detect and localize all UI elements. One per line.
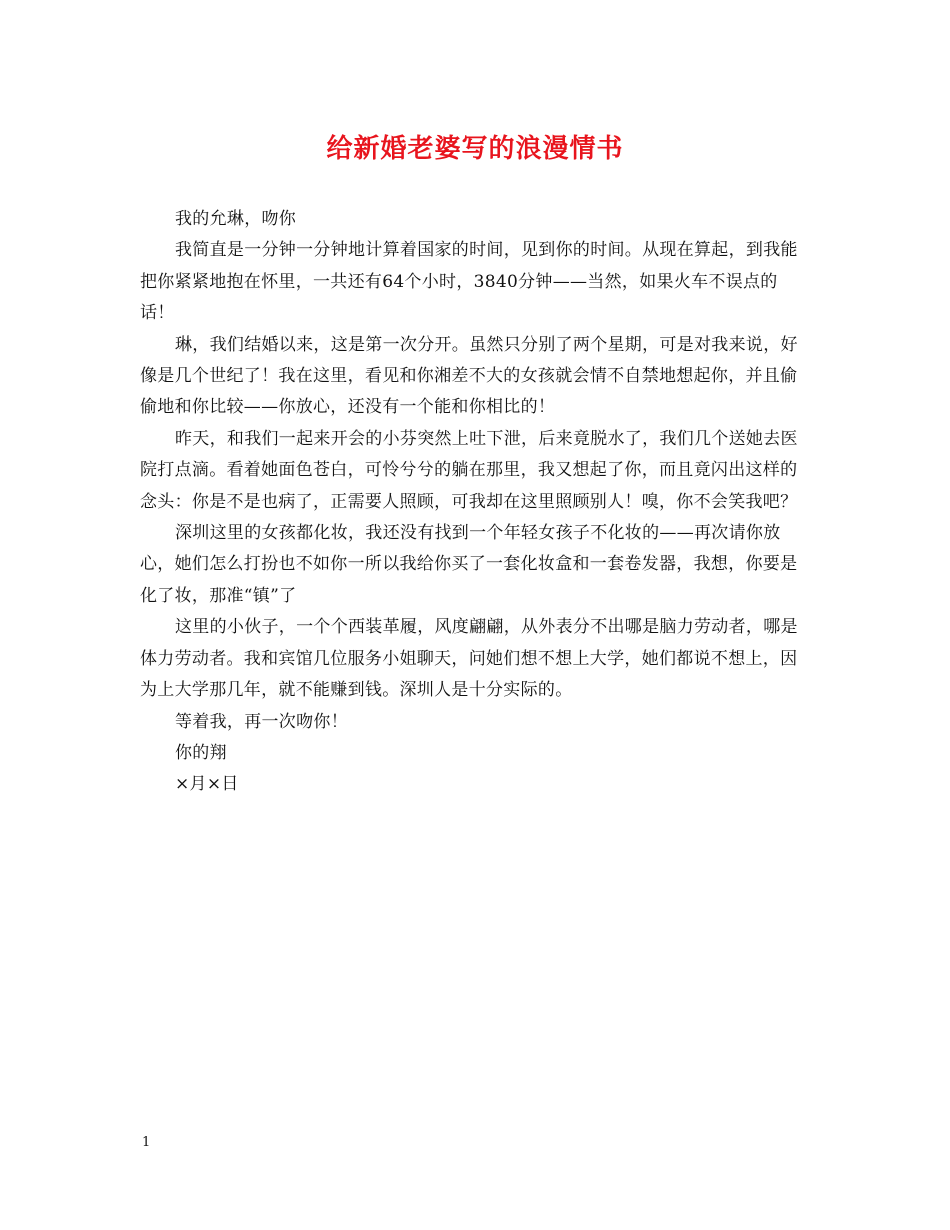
closing-line: 等着我，再一次吻你！ bbox=[175, 711, 348, 732]
paragraph-4: 深圳这里的女孩都化妆，我还没有找到一个年轻女孩子不化妆的——再次请你放心，她们怎么打扮也不如你一所以我给你买了一套化妆盒和一套卷发器，我想，你要是化了妆，那准“镇”了 bbox=[140, 523, 798, 606]
paragraph-2: 琳，我们结婚以来，这是第一次分开。虽然只分别了两个星期，可是对我来说，好像是几个世纪了！我在这里，看见和你湘差不大的女孩就会情不自禁地想起你，并且偷偷地和你比较——你放心，还没有一个能和你相比的！ bbox=[140, 334, 798, 418]
paragraph-1: 我简直是一分钟一分钟地计算着国家的时间，见到你的时间。从现在算起，到我能把你紧紧地抱在怀里，一共还有64个小时，3840分钟——当然，如果火车不误点的话！ bbox=[140, 240, 798, 324]
date-line: ×月×日 bbox=[175, 774, 239, 795]
signature: 你的翔 bbox=[175, 742, 227, 763]
letter-body bbox=[140, 204, 812, 801]
paragraph-5: 这里的小伙子，一个个西装革履，风度翩翩，从外表分不出哪是脑力劳动者，哪是体力劳动者。我和宾馆几位服务小姐聊天，问她们想不想上大学，她们都说不想上，因为上大学那几年，就不能赚到钱。深圳人是十分实际的。 bbox=[140, 617, 798, 701]
salutation: 我的允琳，吻你 bbox=[175, 209, 297, 229]
paragraph-3: 昨天，和我们一起来开会的小芬突然上吐下泄，后来竟脱水了，我们几个送她去医院打点滴。看着她面色苍白，可怜兮兮的躺在那里，我又想起了你，而且竟闪出这样的念头：你是不是也病了，正需要人照顾，可我却在这里照顾别人！嗅，你不会笑我吧？ bbox=[140, 428, 798, 512]
page-number: 1 bbox=[142, 1135, 151, 1150]
document-title: 给新婚老婆写的浪漫情书 bbox=[326, 134, 624, 164]
